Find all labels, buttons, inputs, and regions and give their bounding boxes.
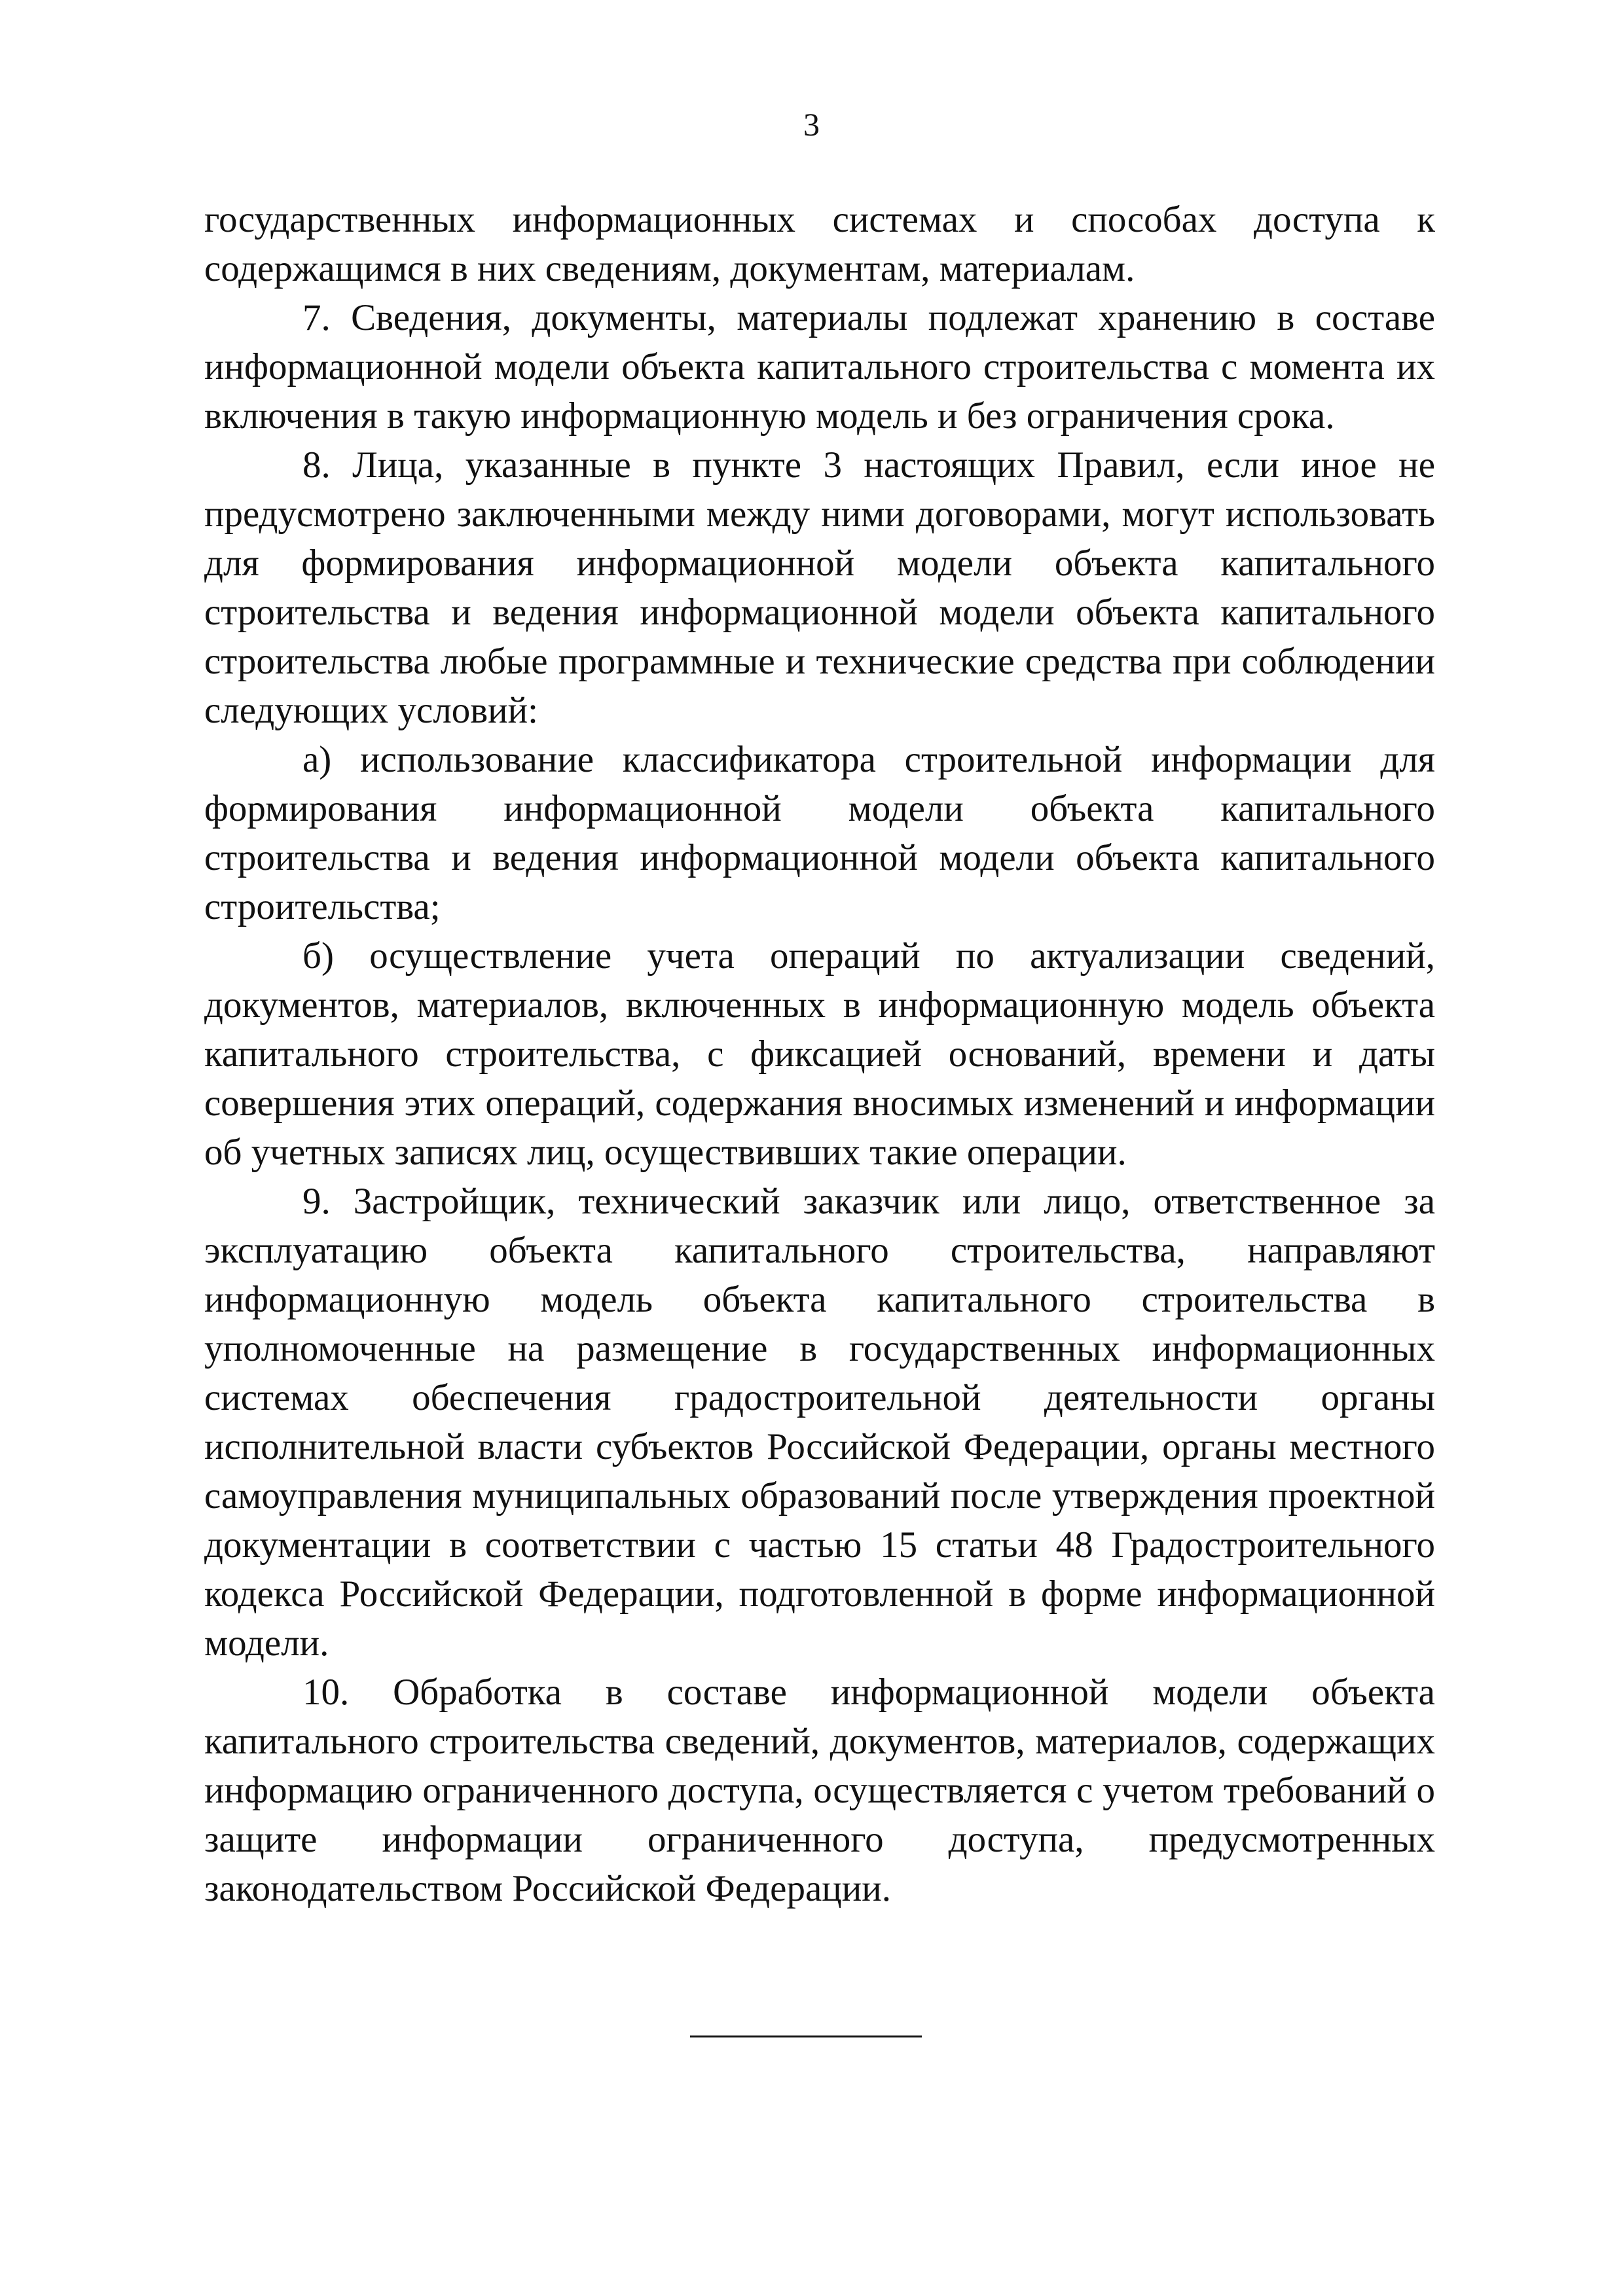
document-body — [204, 195, 1435, 1913]
end-separator-line — [690, 2036, 922, 2037]
paragraph-item-8: 8. Лица, указанные в пункте 3 настоящих Правил, если иное не предусмотрено заключенными между ними договорами, могут использовать для формирования информационной модели объекта капитального строительства и ведения информационной модели объекта капитального строительства любые программные и технические средства при соблюдении следующих условий: — [204, 444, 1435, 731]
paragraph-item-7: 7. Сведения, документы, материалы подлежат хранению в составе информационной модели объекта капитального строительства с момента их включения в такую информационную модель и без ограничения срока. — [204, 297, 1435, 437]
paragraph-continuation: государственных информационных системах и способах доступа к содержащимся в них сведениям, документам, материалам. — [204, 199, 1435, 289]
paragraph-item-10: 10. Обработка в составе информационной модели объекта капитального строительства сведений, документов, материалов, содержащих информацию ограниченного доступа, осуществляется с учетом требований о защите информации ограниченного доступа, предусмотренных законодательством Российской Федерации. — [204, 1672, 1435, 1909]
subparagraph-b: б) осуществление учета операций по актуализации сведений, документов, материалов, включенных в информационную модель объекта капитального строительства, с фиксацией оснований, времени и даты совершения этих операций, содержания вносимых изменений и информации об учетных записях лиц, осуществивших такие операции. — [204, 935, 1435, 1173]
subparagraph-a: а) использование классификатора строительной информации для формирования информационной модели объекта капитального строительства и ведения информационной модели объекта капитального строительства; — [204, 739, 1435, 927]
page-number: 3 — [803, 106, 820, 143]
paragraph-item-9: 9. Застройщик, технический заказчик или лицо, ответственное за эксплуатацию объекта капитального строительства, направляют информационную модель объекта капитального строительства в уполномоченные на размещение в государственных информационных системах обеспечения градостроительной деятельности органы исполнительной власти субъектов Российской Федерации, органы местного самоуправления муниципальных образований после утверждения проектной документации в соответствии с частью 15 статьи 48 Градостроительного кодекса Российской Федерации, подготовленной в форме информационной модели. — [204, 1181, 1435, 1664]
